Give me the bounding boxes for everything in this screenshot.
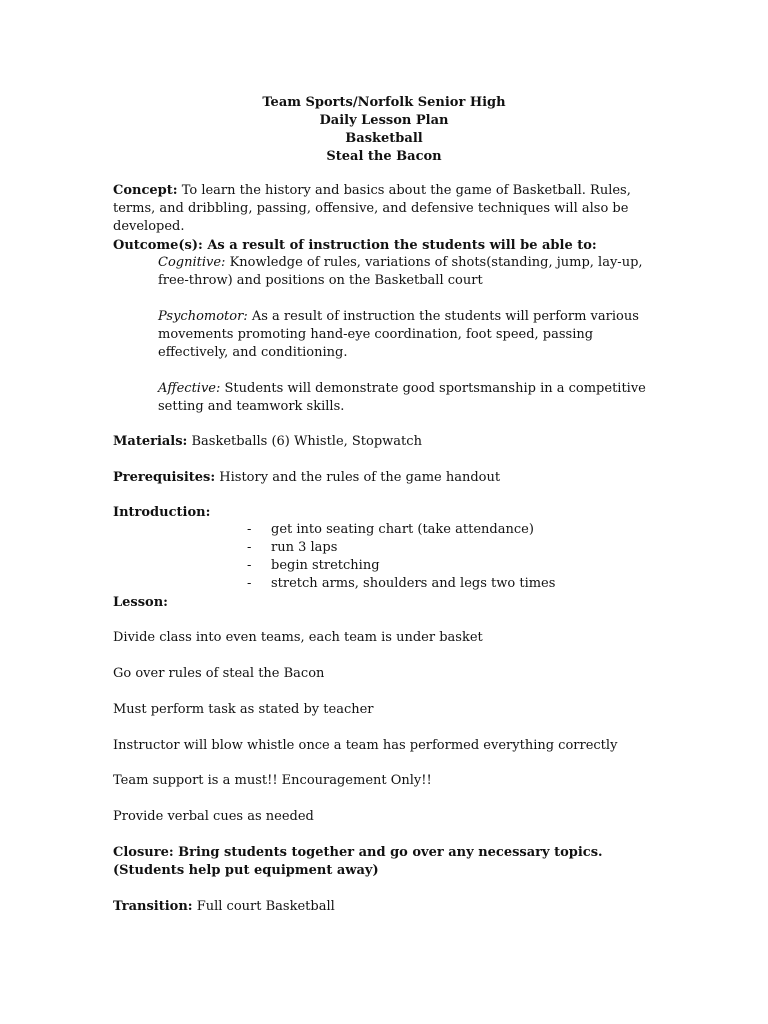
header-activity: Steal the Bacon [326,149,442,164]
lesson-step: Provide verbal cues as needed [113,809,314,824]
document-header [0,94,768,166]
psychomotor-text: As a result of instruction the students will perform various movements promoting hand-eye coordination, foot speed, passing effectively, and conditioning. [158,309,639,360]
list-dash: - [247,540,252,555]
prerequisites-label: Prerequisites: [113,470,216,485]
introduction-label: Introduction: [113,505,211,520]
introduction-list [247,521,647,593]
list-item-text: stretch arms, shoulders and legs two times [271,576,556,591]
lesson-step: Team support is a must!! Encouragement Only!! [113,773,432,788]
psychomotor-label: Psychomotor: [158,309,248,324]
list-dash: - [247,522,252,537]
concept-text: To learn the history and basics about the game of Basketball. Rules, terms, and dribbling, passing, offensive, and defensive techniques will also be developed. [113,183,631,234]
transition-label: Transition: [113,899,193,914]
list-item-text: get into seating chart (take attendance) [271,522,534,537]
outcome-affective [158,380,658,416]
list-item [247,557,647,575]
prerequisites-line [113,469,653,487]
outcome-cognitive [158,254,658,290]
list-dash: - [247,576,252,591]
materials-line [113,433,653,451]
header-plan-type: Daily Lesson Plan [319,113,449,128]
materials-text: Basketballs (6) Whistle, Stopwatch [187,434,422,449]
affective-label: Affective: [158,381,221,396]
cognitive-label: Cognitive: [158,255,226,270]
header-school: Team Sports/Norfolk Senior High [262,95,506,110]
outcomes-heading: Outcome(s): As a result of instruction the students will be able to: [113,238,597,253]
affective-text: Students will demonstrate good sportsmanship in a competitive setting and teamwork skills. [158,381,646,414]
outcome-psychomotor [158,308,658,362]
lesson-step: Instructor will blow whistle once a team has performed everything correctly [113,738,618,753]
list-item-text: run 3 laps [271,540,338,555]
lesson-step: Go over rules of steal the Bacon [113,666,325,681]
cognitive-text: Knowledge of rules, variations of shots(standing, jump, lay-up, free-throw) and positions on the Basketball court [158,255,643,288]
header-sport: Basketball [345,131,423,146]
list-dash: - [247,558,252,573]
list-item [247,575,647,593]
concept-label: Concept: [113,183,178,198]
list-item [247,521,647,539]
transition-line [113,898,653,916]
lesson-step: Divide class into even teams, each team is under basket [113,630,483,645]
closure-paragraph: Closure: Bring students together and go over any necessary topics. (Students help put equipment away) [113,845,603,878]
transition-text: Full court Basketball [192,899,335,914]
concept-paragraph [113,182,653,236]
list-item-text: begin stretching [271,558,380,573]
list-item [247,539,647,557]
lesson-label: Lesson: [113,595,168,610]
materials-label: Materials: [113,434,188,449]
prerequisites-text: History and the rules of the game handout [215,470,501,485]
lesson-step: Must perform task as stated by teacher [113,702,374,717]
